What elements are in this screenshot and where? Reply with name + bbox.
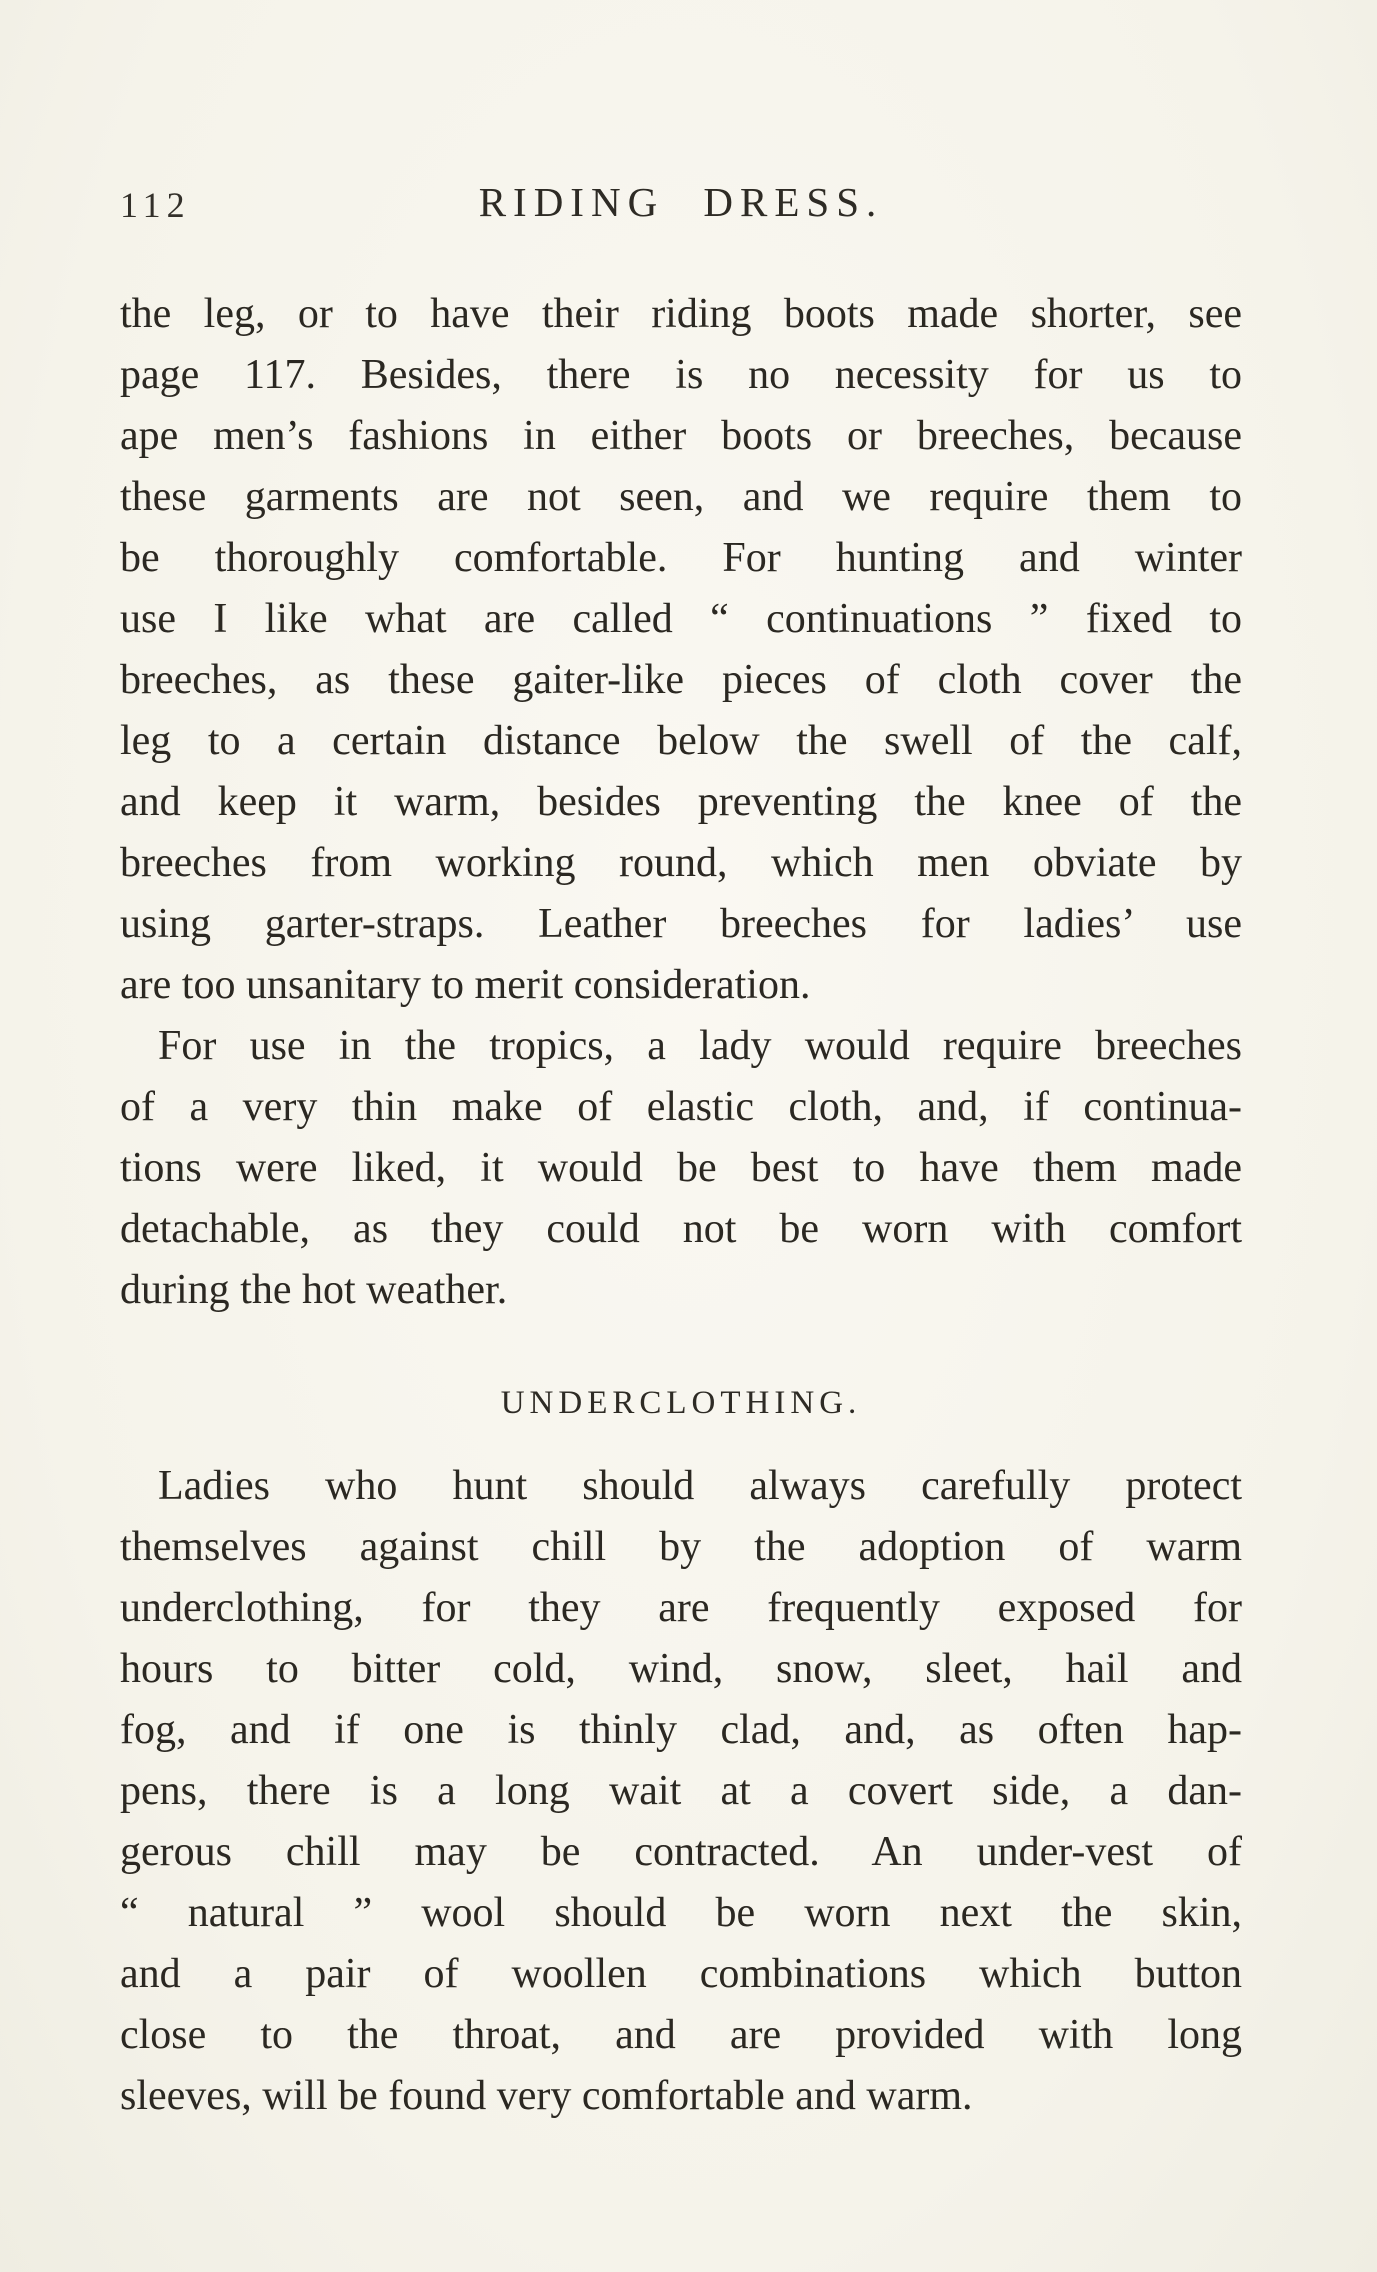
text-line: underclothing, for they are frequently exposed for bbox=[120, 1585, 1242, 1631]
text-line: breeches, as these gaiter-like pieces of cloth cover the bbox=[120, 657, 1242, 703]
text-line: the leg, or to have their riding boots made shorter, see bbox=[120, 291, 1242, 337]
paragraph bbox=[120, 1016, 1242, 1321]
text-line: tions were liked, it would be best to have them made bbox=[120, 1145, 1242, 1191]
text-line: close to the throat, and are provided with long bbox=[120, 2012, 1242, 2058]
text-line: gerous chill may be contracted. An under-vest of bbox=[120, 1829, 1242, 1875]
page-number: 112 bbox=[120, 185, 191, 225]
text-line: during the hot weather. bbox=[120, 1267, 508, 1313]
text-line: detachable, as they could not be worn with comfort bbox=[120, 1206, 1242, 1252]
running-title: RIDING DRESS. bbox=[478, 179, 884, 225]
text-line: of a very thin make of elastic cloth, and, if continua- bbox=[120, 1084, 1242, 1130]
text-line: Ladies who hunt should always carefully protect bbox=[158, 1463, 1242, 1509]
text-column bbox=[120, 178, 1242, 2127]
text-line: For use in the tropics, a lady would require breeches bbox=[158, 1023, 1242, 1069]
paragraph bbox=[120, 1456, 1242, 2127]
text-line: hours to bitter cold, wind, snow, sleet, hail and bbox=[120, 1646, 1242, 1692]
text-line: breeches from working round, which men obviate by bbox=[120, 840, 1242, 886]
text-block bbox=[120, 284, 1242, 2127]
text-line: themselves against chill by the adoption of warm bbox=[120, 1524, 1242, 1570]
text-line: these garments are not seen, and we require them to bbox=[120, 474, 1242, 520]
text-line: page 117. Besides, there is no necessity for us to bbox=[120, 352, 1242, 398]
text-line: are too unsanitary to merit consideration. bbox=[120, 962, 811, 1008]
text-line: sleeves, will be found very comfortable and warm. bbox=[120, 2073, 973, 2119]
text-line: ape men’s fashions in either boots or breeches, because bbox=[120, 413, 1242, 459]
text-line: “ natural ” wool should be worn next the skin, bbox=[120, 1890, 1242, 1936]
text-line: fog, and if one is thinly clad, and, as often hap- bbox=[120, 1707, 1242, 1753]
text-line: and keep it warm, besides preventing the knee of the bbox=[120, 779, 1242, 825]
text-line: and a pair of woollen combinations which button bbox=[120, 1951, 1242, 1997]
text-line: pens, there is a long wait at a covert side, a dan- bbox=[120, 1768, 1242, 1814]
text-line: use I like what are called “ continuations ” fixed to bbox=[120, 596, 1242, 642]
text-line: be thoroughly comfortable. For hunting and winter bbox=[120, 535, 1242, 581]
page-header bbox=[120, 178, 1242, 230]
text-line: leg to a certain distance below the swell of the calf, bbox=[120, 718, 1242, 764]
section-heading: UNDERCLOTHING. bbox=[500, 1385, 862, 1421]
paragraph bbox=[120, 284, 1242, 1016]
text-line: using garter-straps. Leather breeches for ladies’ use bbox=[120, 901, 1242, 947]
